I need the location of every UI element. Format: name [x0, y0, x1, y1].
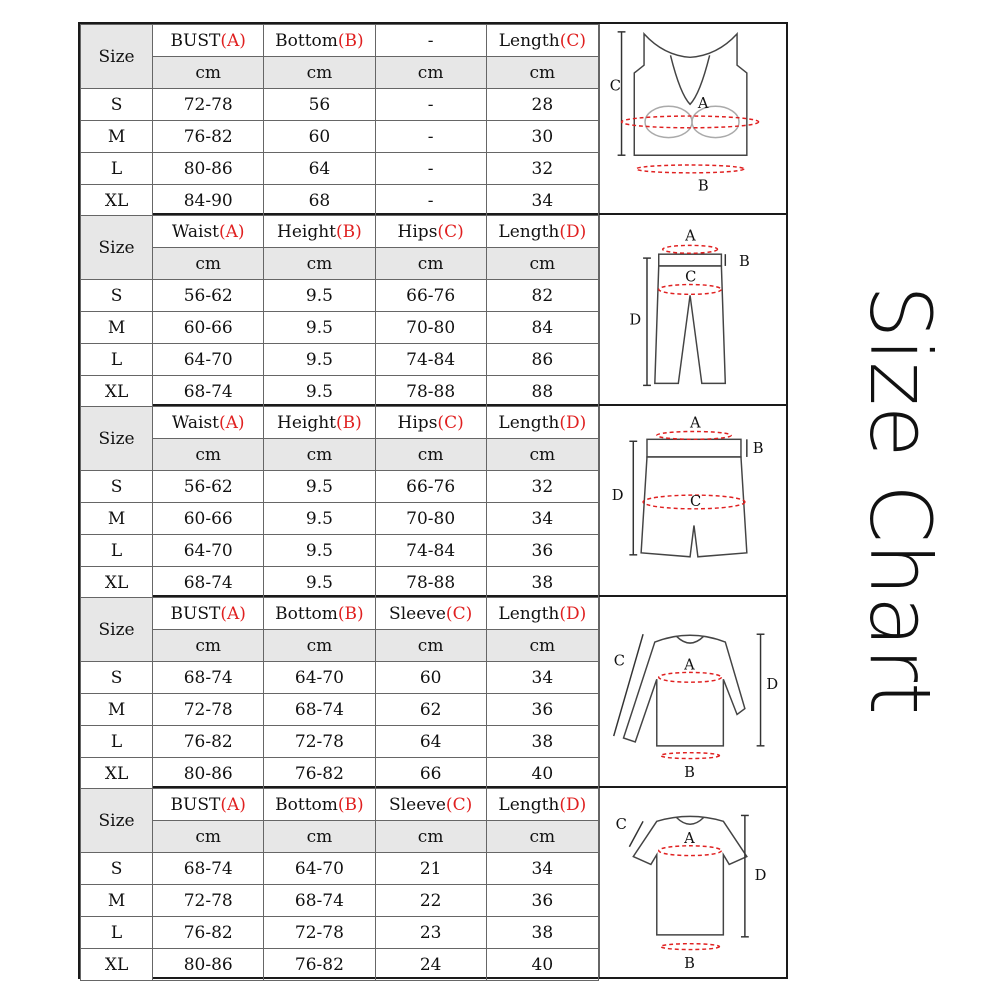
- table-row: [81, 567, 599, 599]
- value-cell: 38: [486, 917, 598, 949]
- value-cell: 76-82: [264, 758, 375, 790]
- value-cell: 72-78: [153, 885, 264, 917]
- table-row: [81, 153, 599, 185]
- value-cell: 68-74: [153, 376, 264, 408]
- table-row: [81, 280, 599, 312]
- size-cell: L: [81, 153, 153, 185]
- column-header: BUST(A): [153, 25, 264, 57]
- value-cell: 68-74: [153, 662, 264, 694]
- value-cell: 60: [264, 121, 375, 153]
- column-header: Length(D): [486, 216, 598, 248]
- page-title-text: Size Chart: [851, 285, 949, 715]
- unit-cell: cm: [153, 439, 264, 471]
- value-cell: 21: [375, 853, 486, 885]
- size-block-t-shirt: [78, 786, 788, 979]
- table-row: [81, 121, 599, 153]
- value-cell: 56-62: [153, 471, 264, 503]
- unit-cell: cm: [486, 248, 598, 280]
- value-cell: 32: [486, 153, 598, 185]
- size-block-bra: [78, 22, 788, 213]
- size-header: Size: [81, 216, 153, 280]
- value-cell: 80-86: [153, 758, 264, 790]
- value-cell: 68-74: [153, 567, 264, 599]
- value-cell: 80-86: [153, 153, 264, 185]
- table-row: [81, 344, 599, 376]
- size-block-long-sleeve: [78, 595, 788, 786]
- table-row: [81, 758, 599, 790]
- diagram-label: C: [615, 816, 627, 834]
- column-header: Length(D): [486, 789, 598, 821]
- value-cell: -: [375, 89, 486, 121]
- diagram-label: A: [697, 95, 709, 113]
- value-cell: 88: [486, 376, 598, 408]
- column-header: -: [375, 25, 486, 57]
- value-cell: 80-86: [153, 949, 264, 981]
- column-header: Sleeve(C): [375, 789, 486, 821]
- value-cell: 86: [486, 344, 598, 376]
- column-header: Sleeve(C): [375, 598, 486, 630]
- size-cell: M: [81, 312, 153, 344]
- unit-cell: cm: [264, 439, 375, 471]
- size-cell: M: [81, 121, 153, 153]
- size-chart: [78, 22, 788, 979]
- diagram-label: B: [684, 764, 695, 782]
- shorts-icon: [599, 406, 786, 595]
- size-cell: L: [81, 917, 153, 949]
- value-cell: 68: [264, 185, 375, 217]
- unit-cell: cm: [486, 821, 598, 853]
- column-header: Height(B): [264, 216, 375, 248]
- size-cell: S: [81, 89, 153, 121]
- value-cell: -: [375, 185, 486, 217]
- diagram-label: D: [754, 867, 767, 885]
- value-cell: 38: [486, 567, 598, 599]
- column-header: Bottom(B): [264, 598, 375, 630]
- table-row: [81, 376, 599, 408]
- value-cell: 64-70: [153, 535, 264, 567]
- table-row: [81, 694, 599, 726]
- size-header: Size: [81, 25, 153, 89]
- value-cell: 36: [486, 694, 598, 726]
- table-row: [81, 471, 599, 503]
- unit-cell: cm: [264, 630, 375, 662]
- size-cell: L: [81, 726, 153, 758]
- column-header: BUST(A): [153, 789, 264, 821]
- diagram-label: C: [613, 652, 625, 670]
- value-cell: 24: [375, 949, 486, 981]
- size-block-shorts: [78, 404, 788, 595]
- diagram-label: A: [684, 829, 695, 847]
- size-table-long-sleeve: [80, 597, 599, 790]
- value-cell: 64-70: [153, 344, 264, 376]
- value-cell: 60-66: [153, 312, 264, 344]
- size-cell: L: [81, 535, 153, 567]
- sports-bra-icon: [599, 24, 786, 213]
- value-cell: 40: [486, 949, 598, 981]
- unit-cell: cm: [375, 439, 486, 471]
- size-cell: S: [81, 662, 153, 694]
- diagram-label: D: [629, 311, 642, 329]
- value-cell: 28: [486, 89, 598, 121]
- long-sleeve-top-icon: [599, 597, 786, 786]
- value-cell: 72-78: [264, 917, 375, 949]
- value-cell: -: [375, 121, 486, 153]
- value-cell: 70-80: [375, 312, 486, 344]
- size-cell: M: [81, 694, 153, 726]
- size-cell: XL: [81, 376, 153, 408]
- value-cell: 76-82: [153, 121, 264, 153]
- value-cell: 9.5: [264, 503, 375, 535]
- unit-cell: cm: [264, 248, 375, 280]
- table-row: [81, 185, 599, 217]
- diagram-label: C: [690, 492, 702, 510]
- size-cell: XL: [81, 185, 153, 217]
- table-row: [81, 949, 599, 981]
- value-cell: 9.5: [264, 376, 375, 408]
- diagram-label: A: [690, 414, 701, 432]
- value-cell: 9.5: [264, 567, 375, 599]
- diagram-label: C: [609, 77, 622, 95]
- diagram-label: A: [684, 656, 695, 674]
- value-cell: 78-88: [375, 567, 486, 599]
- size-header: Size: [81, 407, 153, 471]
- column-header: Length(D): [486, 598, 598, 630]
- value-cell: 9.5: [264, 312, 375, 344]
- value-cell: 34: [486, 853, 598, 885]
- column-header: Length(C): [486, 25, 598, 57]
- size-cell: M: [81, 503, 153, 535]
- value-cell: 64-70: [264, 853, 375, 885]
- unit-cell: cm: [264, 821, 375, 853]
- value-cell: 34: [486, 662, 598, 694]
- column-header: Hips(C): [375, 216, 486, 248]
- unit-cell: cm: [375, 630, 486, 662]
- value-cell: 9.5: [264, 344, 375, 376]
- size-block-leggings: [78, 213, 788, 404]
- diagram-label: B: [697, 177, 709, 195]
- value-cell: 72-78: [153, 89, 264, 121]
- value-cell: 40: [486, 758, 598, 790]
- size-cell: M: [81, 885, 153, 917]
- value-cell: 34: [486, 185, 598, 217]
- value-cell: 38: [486, 726, 598, 758]
- size-cell: S: [81, 280, 153, 312]
- table-row: [81, 885, 599, 917]
- value-cell: 64-70: [264, 662, 375, 694]
- diagram-label: D: [766, 676, 779, 694]
- value-cell: 32: [486, 471, 598, 503]
- size-cell: XL: [81, 758, 153, 790]
- unit-cell: cm: [153, 57, 264, 89]
- table-row: [81, 917, 599, 949]
- size-table-bra: [80, 24, 599, 217]
- value-cell: 72-78: [264, 726, 375, 758]
- value-cell: 66-76: [375, 280, 486, 312]
- value-cell: 78-88: [375, 376, 486, 408]
- unit-cell: cm: [375, 248, 486, 280]
- unit-cell: cm: [375, 57, 486, 89]
- diagram-label: C: [685, 268, 697, 286]
- value-cell: 22: [375, 885, 486, 917]
- value-cell: 84: [486, 312, 598, 344]
- diagram-label: B: [739, 252, 750, 270]
- value-cell: 36: [486, 885, 598, 917]
- table-row: [81, 535, 599, 567]
- size-cell: XL: [81, 949, 153, 981]
- diagram-label: D: [611, 487, 624, 505]
- unit-cell: cm: [153, 248, 264, 280]
- column-header: Length(D): [486, 407, 598, 439]
- value-cell: 74-84: [375, 344, 486, 376]
- value-cell: 68-74: [264, 694, 375, 726]
- value-cell: 36: [486, 535, 598, 567]
- table-row: [81, 503, 599, 535]
- value-cell: 56-62: [153, 280, 264, 312]
- value-cell: 64: [264, 153, 375, 185]
- value-cell: 60-66: [153, 503, 264, 535]
- leggings-icon: [599, 215, 786, 404]
- table-row: [81, 89, 599, 121]
- value-cell: 30: [486, 121, 598, 153]
- table-row: [81, 312, 599, 344]
- value-cell: 64: [375, 726, 486, 758]
- value-cell: 84-90: [153, 185, 264, 217]
- size-cell: XL: [81, 567, 153, 599]
- unit-cell: cm: [486, 630, 598, 662]
- t-shirt-icon: [599, 788, 786, 977]
- unit-cell: cm: [375, 821, 486, 853]
- value-cell: 70-80: [375, 503, 486, 535]
- value-cell: -: [375, 153, 486, 185]
- value-cell: 68-74: [264, 885, 375, 917]
- unit-cell: cm: [486, 439, 598, 471]
- size-cell: S: [81, 853, 153, 885]
- column-header: Bottom(B): [264, 25, 375, 57]
- value-cell: 34: [486, 503, 598, 535]
- table-row: [81, 662, 599, 694]
- value-cell: 9.5: [264, 280, 375, 312]
- diagram-label: B: [684, 955, 695, 973]
- column-header: Bottom(B): [264, 789, 375, 821]
- value-cell: 56: [264, 89, 375, 121]
- size-table-leggings: [80, 215, 599, 408]
- unit-cell: cm: [486, 57, 598, 89]
- column-header: Height(B): [264, 407, 375, 439]
- unit-cell: cm: [153, 630, 264, 662]
- page-title: [800, 280, 1000, 720]
- table-row: [81, 853, 599, 885]
- value-cell: 9.5: [264, 471, 375, 503]
- column-header: Waist(A): [153, 407, 264, 439]
- size-header: Size: [81, 598, 153, 662]
- size-cell: S: [81, 471, 153, 503]
- value-cell: 62: [375, 694, 486, 726]
- value-cell: 9.5: [264, 535, 375, 567]
- column-header: Waist(A): [153, 216, 264, 248]
- value-cell: 66: [375, 758, 486, 790]
- size-cell: L: [81, 344, 153, 376]
- value-cell: 72-78: [153, 694, 264, 726]
- diagram-label: A: [685, 227, 696, 245]
- column-header: BUST(A): [153, 598, 264, 630]
- value-cell: 76-82: [264, 949, 375, 981]
- value-cell: 74-84: [375, 535, 486, 567]
- value-cell: 60: [375, 662, 486, 694]
- value-cell: 76-82: [153, 917, 264, 949]
- diagram-label: B: [752, 440, 764, 458]
- table-row: [81, 726, 599, 758]
- value-cell: 82: [486, 280, 598, 312]
- size-table-shorts: [80, 406, 599, 599]
- column-header: Hips(C): [375, 407, 486, 439]
- value-cell: 23: [375, 917, 486, 949]
- size-header: Size: [81, 789, 153, 853]
- value-cell: 68-74: [153, 853, 264, 885]
- value-cell: 66-76: [375, 471, 486, 503]
- value-cell: 76-82: [153, 726, 264, 758]
- size-table-t-shirt: [80, 788, 599, 981]
- unit-cell: cm: [264, 57, 375, 89]
- unit-cell: cm: [153, 821, 264, 853]
